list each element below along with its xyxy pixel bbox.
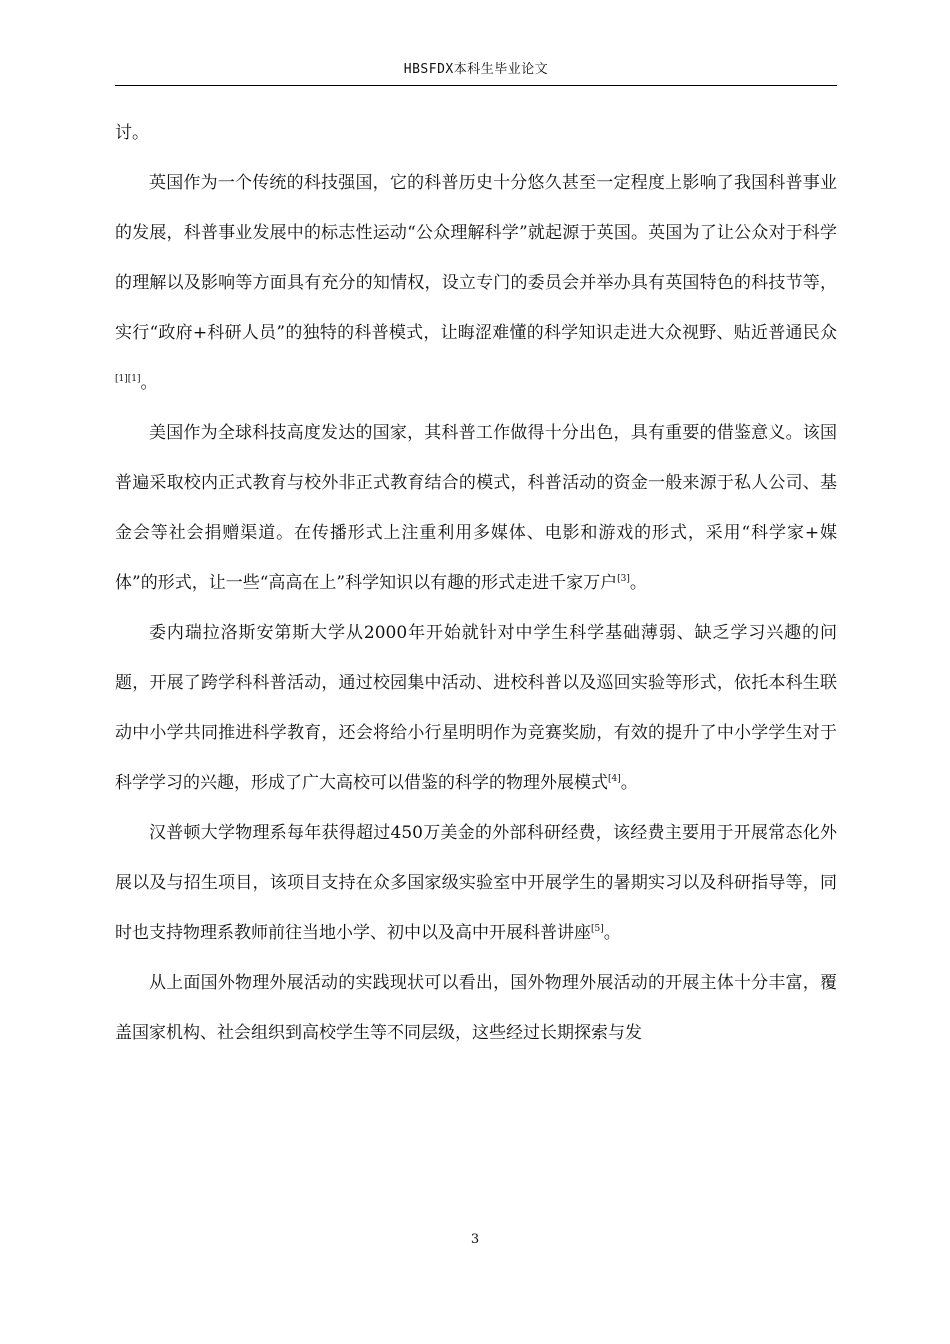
citation: [4]: [608, 774, 621, 784]
paragraph: 英国作为一个传统的科技强国，它的科普历史十分悠久甚至一定程度上影响了我国科普事业的发展，科普事业发展中的标志性运动“公众理解科学”就起源于英国。英国为了让公众对于科学的理解以及影响等方面具有充分的知情权，设立专门的委员会并举办具有英国特色的科技节等，实行“政府+科研人员”的独特的科普模式，让晦涩难懂的科学知识走进大众视野、贴近普通民众[1][1]。: [115, 173, 837, 393]
header-title: HBSFDX本科生毕业论文: [403, 62, 549, 77]
citation: [3]: [617, 574, 630, 584]
paragraph: 委内瑞拉洛斯安第斯大学从2000年开始就针对中学生科学基础薄弱、缺乏学习兴趣的问题，开展了跨学科科普活动，通过校园集中活动、进校科普以及巡回实验等形式，依托本科生联动中小学共同推进科学教育，还会将给小行星明明作为竞赛奖励，有效的提升了中小学学生对于科学学习的兴趣，形成了广大高校可以借鉴的科学的物理外展模式[4]。: [115, 623, 837, 793]
paragraph: 从上面国外物理外展活动的实践现状可以看出，国外物理外展活动的开展主体十分丰富，覆盖国家机构、社会组织到高校学生等不同层级，这些经过长期探索与发: [115, 973, 837, 1043]
header-rule: [115, 85, 837, 86]
page-number: 3: [470, 1232, 480, 1247]
paragraph: 美国作为全球科技高度发达的国家，其科普工作做得十分出色，具有重要的借鉴意义。该国普遍采取校内正式教育与校外非正式教育结合的模式，科普活动的资金一般来源于私人公司、基金会等社会捐赠渠道。在传播形式上注重利用多媒体、电影和游戏的形式，采用“科学家+媒体”的形式，让一些“高高在上”科学知识以有趣的形式走进千家万户[3]。: [115, 423, 837, 593]
paragraph: 汉普顿大学物理系每年获得超过450万美金的外部科研经费，该经费主要用于开展常态化外展以及与招生项目，该项目支持在众多国家级实验室中开展学生的暑期实习以及科研指导等，同时也支持物理系教师前往当地小学、初中以及高中开展科普讲座[5]。: [115, 823, 837, 943]
body-text: [115, 108, 837, 1058]
page-header: [115, 60, 837, 86]
citation: [1][1]: [115, 374, 141, 384]
citation: [5]: [591, 924, 604, 934]
paragraph: 讨。: [115, 123, 149, 143]
